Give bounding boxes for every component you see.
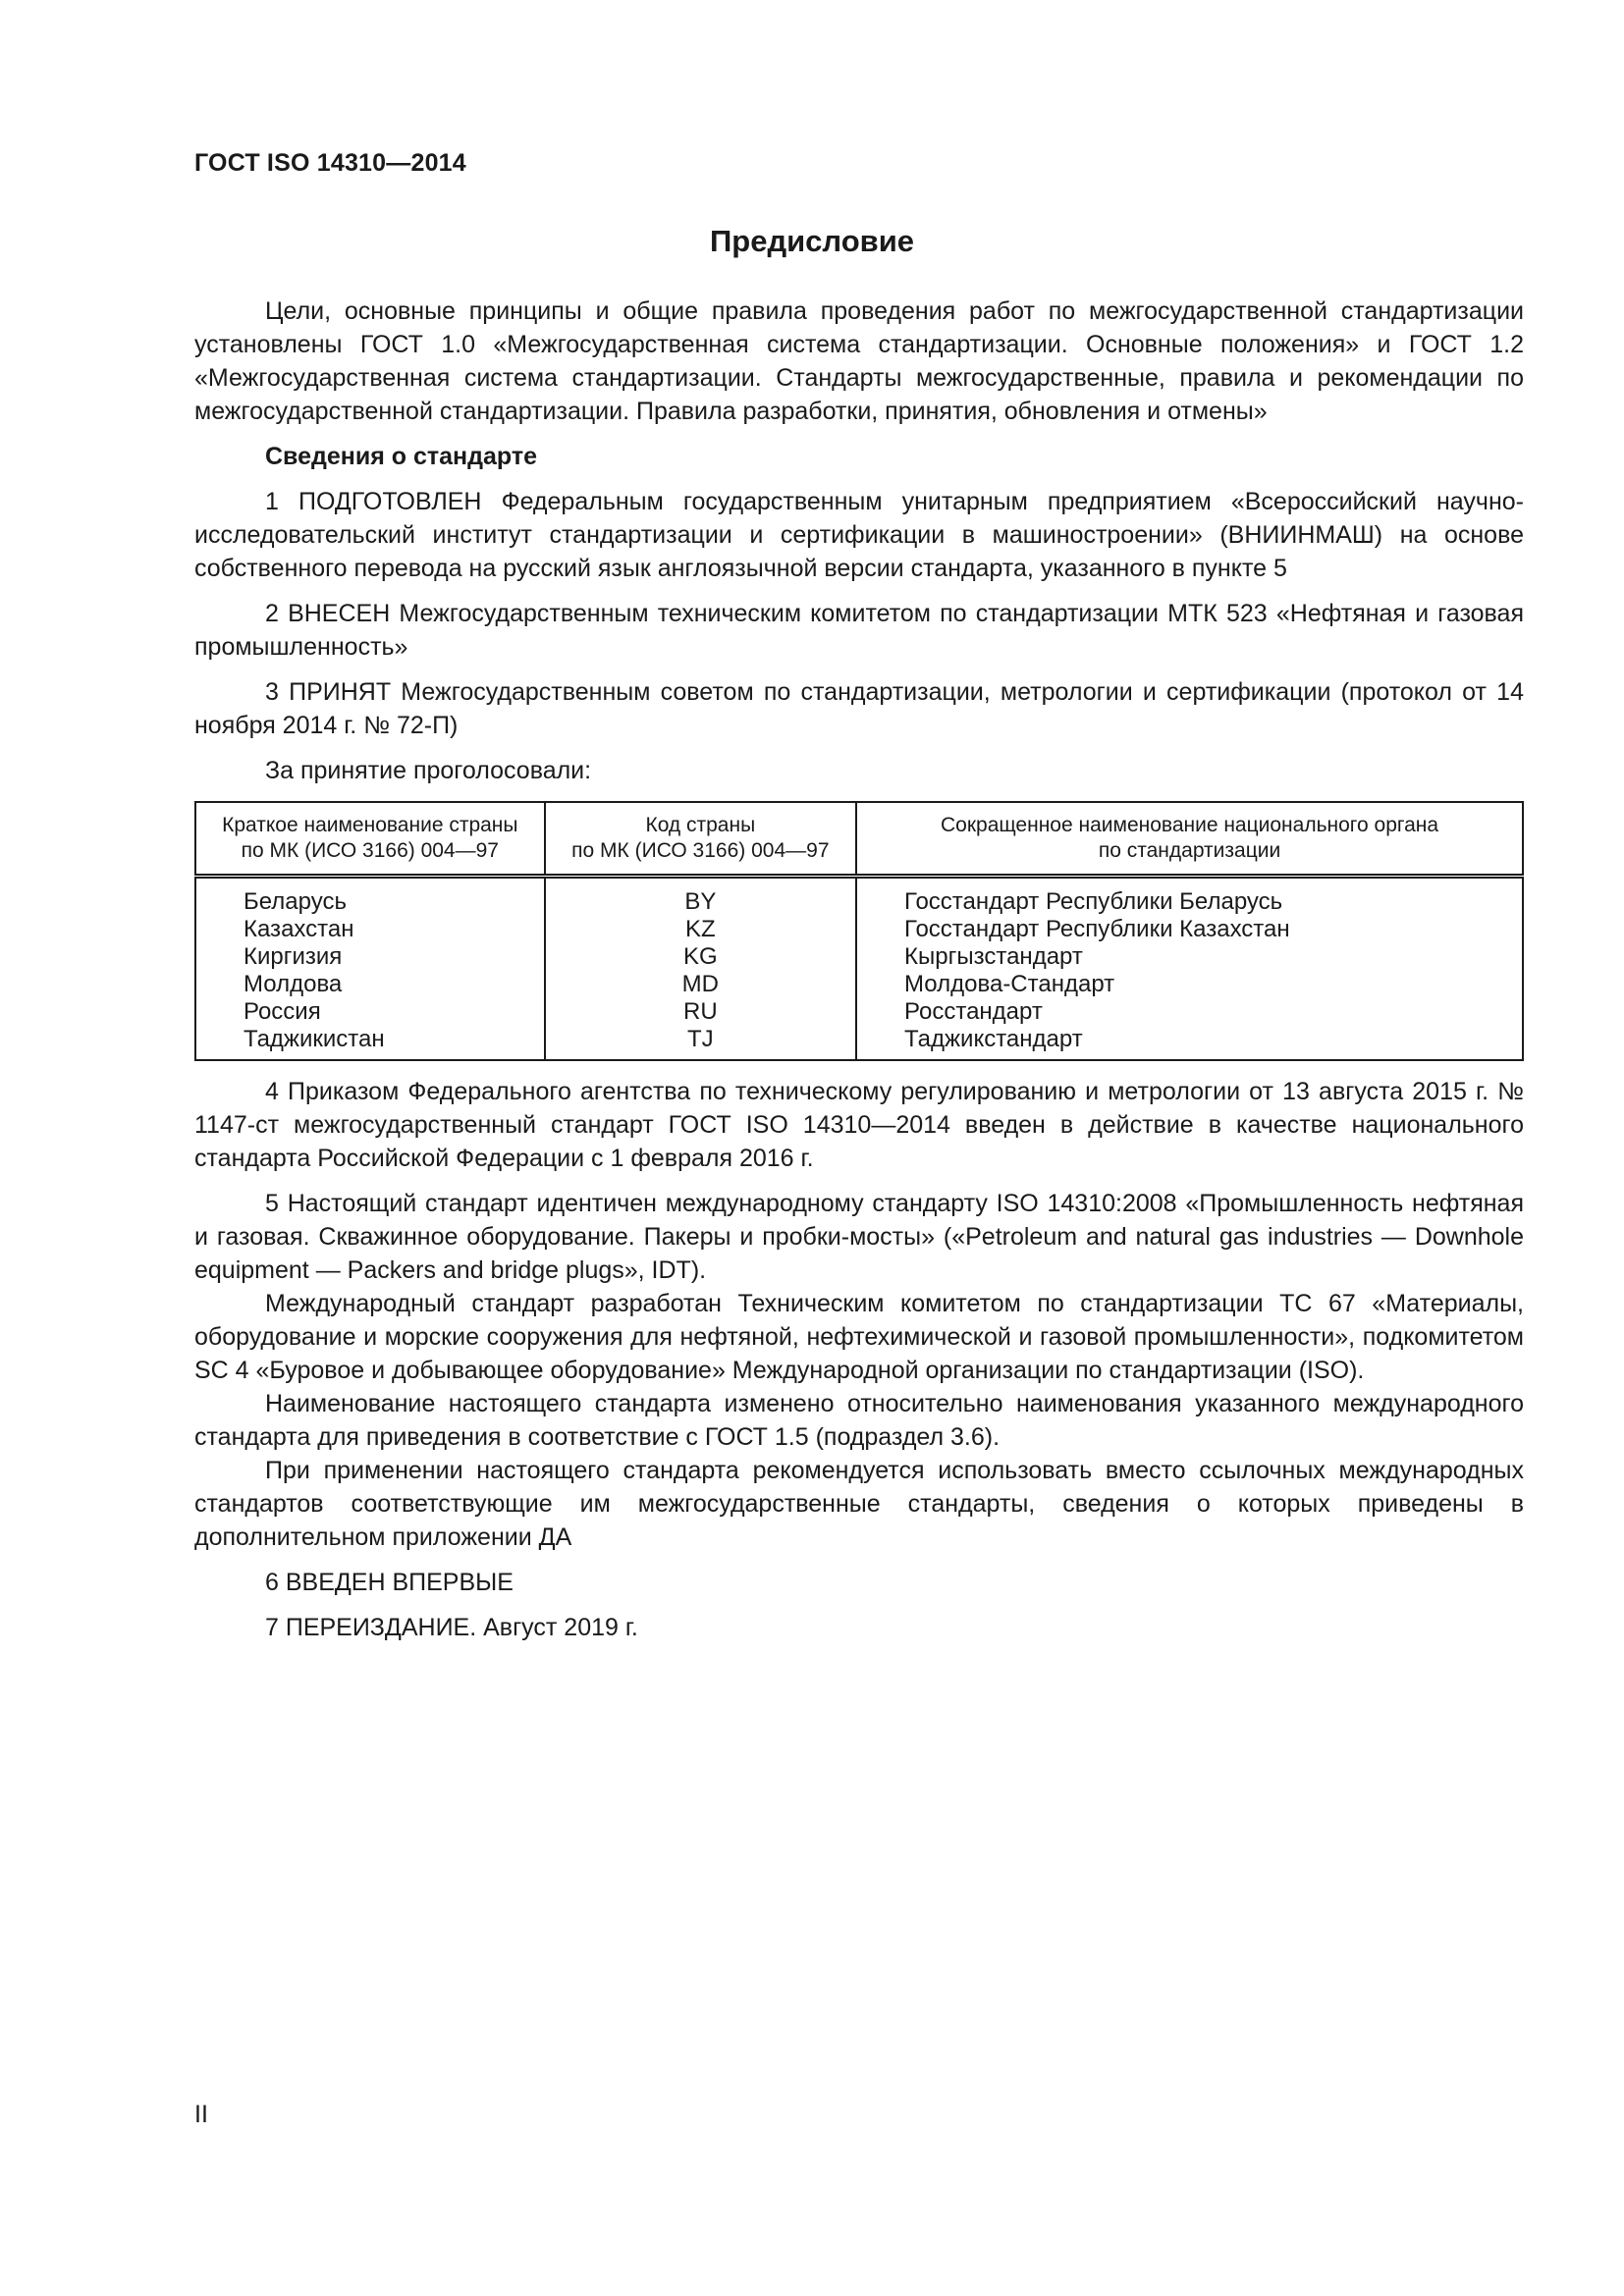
header-country-name [195, 802, 545, 877]
country-code-cell: TJ [545, 1026, 856, 1060]
header-national-body [856, 802, 1523, 877]
header-national-body-line2: по стандартизации [1098, 839, 1281, 862]
country-name-cell: Беларусь [195, 877, 545, 917]
header-country-name-line2: по МК (ИСО 3166) 004—97 [241, 839, 499, 862]
item-6-paragraph: 6 ВВЕДЕН ВПЕРВЫЕ [265, 1569, 514, 1596]
national-body-cell: Таджикстандарт [856, 1026, 1523, 1060]
table-header-row [195, 802, 1523, 877]
voted-label: За принятие проголосовали: [265, 757, 592, 784]
country-code-cell: RU [545, 998, 856, 1026]
intro-paragraph: Цели, основные принципы и общие правила проведения работ по межгосударственной стандартизации установлены ГОСТ 1.0 «Межгосударственная система стандартизации. Основные положения» и ГОСТ 1.2 «Межгосударственная система стандартизации. Стандарты межгосударственные, правила и рекомендации по межгосударственной стандартизации. Правила разработки, принятия, обновления и отмены» [194, 297, 1524, 425]
country-name-cell: Молдова [195, 971, 545, 998]
page-number: II [194, 2101, 208, 2128]
country-name-cell: Таджикистан [195, 1026, 545, 1060]
national-body-cell: Росстандарт [856, 998, 1523, 1026]
country-code-cell: MD [545, 971, 856, 998]
item-7-paragraph: 7 ПЕРЕИЗДАНИЕ. Август 2019 г. [265, 1614, 638, 1641]
national-body-cell: Госстандарт Республики Казахстан [856, 916, 1523, 943]
national-body-cell: Госстандарт Республики Беларусь [856, 877, 1523, 917]
header-country-code-line1: Код страны [645, 814, 756, 836]
header-country-name-line1: Краткое наименование страны [222, 814, 518, 836]
item-1-paragraph: 1 ПОДГОТОВЛЕН Федеральным государственным унитарным предприятием «Всероссийский научно-исследовательский институт стандартизации и сертификации в машиностроении» (ВНИИНМАШ) на основе собственного перевода на русский язык англоязычной версии стандарта, указанного в пункте 5 [194, 488, 1524, 582]
country-name-cell: Киргизия [195, 943, 545, 971]
header-national-body-line1: Сокращенное наименование национального органа [941, 814, 1439, 836]
national-body-cell: Кыргызстандарт [856, 943, 1523, 971]
info-heading: Сведения о стандарте [265, 443, 538, 470]
page-title: Предисловие [709, 224, 914, 258]
table-row [195, 998, 1523, 1026]
table-row [195, 943, 1523, 971]
country-name-cell: Россия [195, 998, 545, 1026]
item-5-paragraph-2: Международный стандарт разработан Техническим комитетом по стандартизации TC 67 «Материалы, оборудование и морские сооружения для нефтяной, нефтехимической и газовой промышленности», подкомитетом SC 4 «Буровое и добывающее оборудование» Международной организации по стандартизации (ISO). [194, 1290, 1524, 1384]
item-5-paragraph-3: Наименование настоящего стандарта изменено относительно наименования указанного международного стандарта для приведения в соответствие с ГОСТ 1.5 (подраздел 3.6). [194, 1390, 1524, 1451]
national-body-cell: Молдова-Стандарт [856, 971, 1523, 998]
country-code-cell: BY [545, 877, 856, 917]
table-row [195, 1026, 1523, 1060]
voting-countries-table [194, 801, 1524, 1061]
table-row [195, 916, 1523, 943]
item-2-paragraph: 2 ВНЕСЕН Межгосударственным техническим комитетом по стандартизации МТК 523 «Нефтяная и газовая промышленность» [194, 600, 1524, 661]
header-country-code-line2: по МК (ИСО 3166) 004—97 [571, 839, 830, 862]
table-row [195, 971, 1523, 998]
item-5-paragraph: 5 Настоящий стандарт идентичен международному стандарту ISO 14310:2008 «Промышленность нефтяная и газовая. Скважинное оборудование. Пакеры и пробки-мосты» («Petroleum and natural gas industries — Downhole equipment — Packers and bridge plugs», IDT). [194, 1190, 1524, 1284]
country-name-cell: Казахстан [195, 916, 545, 943]
country-code-cell: KG [545, 943, 856, 971]
item-4-paragraph: 4 Приказом Федерального агентства по техническому регулированию и метрологии от 13 августа 2015 г. № 1147-ст межгосударственный стандарт ГОСТ ISO 14310—2014 введен в действие в качестве национального стандарта Российской Федерации с 1 февраля 2016 г. [194, 1078, 1524, 1172]
table-row [195, 877, 1523, 917]
standard-code-header: ГОСТ ISO 14310—2014 [194, 149, 466, 177]
header-country-code [545, 802, 856, 877]
item-3-paragraph: 3 ПРИНЯТ Межгосударственным советом по стандартизации, метрологии и сертификации (протокол от 14 ноября 2014 г. № 72-П) [194, 678, 1524, 739]
country-code-cell: KZ [545, 916, 856, 943]
item-5-paragraph-4: При применении настоящего стандарта рекомендуется использовать вместо ссылочных международных стандартов соответствующие им межгосударственные стандарты, сведения о которых приведены в дополнительном приложении ДА [194, 1457, 1524, 1551]
foreword-body [194, 294, 1524, 1644]
